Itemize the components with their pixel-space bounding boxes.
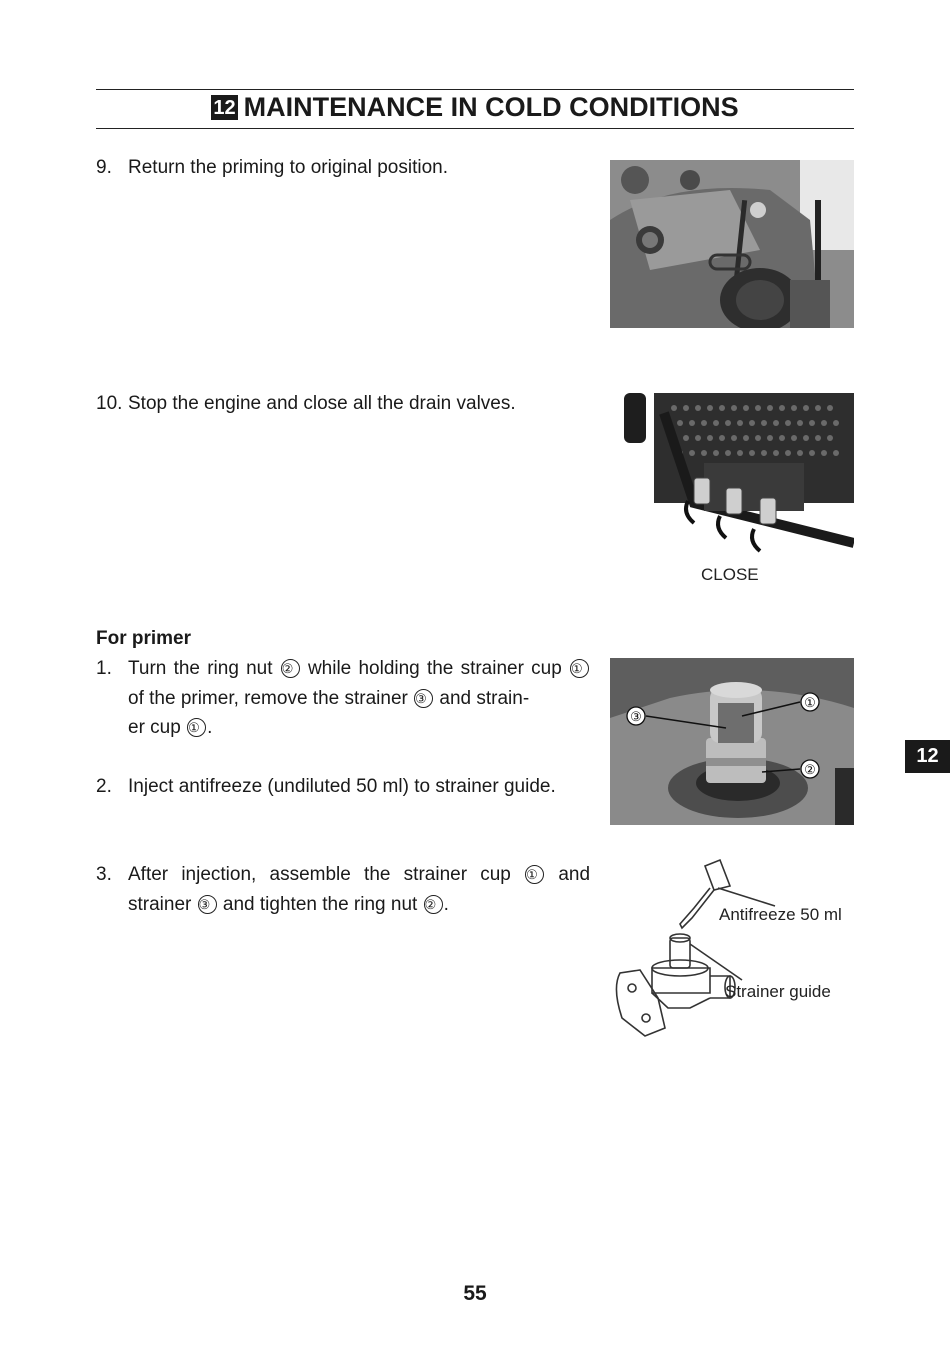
ring-nut-callout-2: ②: [424, 895, 443, 914]
primer-step-3-number: 3.: [96, 864, 112, 885]
strainer-callout-2: ③: [198, 895, 217, 914]
step-10-text: Stop the engine and close all the drain valves.: [128, 393, 516, 414]
primer-step-1-period: .: [207, 717, 213, 738]
strainer-cup-callout-2: ①: [187, 718, 206, 737]
strainer-cup-callout: ①: [570, 659, 589, 678]
photo-label-3: ③: [630, 709, 642, 724]
step-9-text: Return the priming to original position.: [128, 157, 449, 178]
chapter-side-tab: 12: [905, 740, 950, 773]
antifreeze-label: Antifreeze 50 ml: [719, 905, 842, 924]
close-caption: CLOSE: [701, 565, 759, 584]
primer-step-2-text: Inject antifreeze (undiluted 50 ml) to strainer guide.: [128, 776, 556, 797]
page-number: 55: [463, 1282, 487, 1305]
primer-step-3-part-a: After injection, assemble the strainer cup: [128, 864, 511, 885]
primer-step-3-text: [128, 860, 590, 919]
primer-heading: For primer: [96, 628, 192, 649]
step-9-number: 9.: [96, 157, 112, 178]
primer-step-1-part-a: Turn the ring nut: [128, 658, 273, 679]
step-10-number: 10.: [96, 393, 123, 414]
primer-step-2-number: 2.: [96, 776, 112, 797]
primer-step-1-part-c: of the primer, remove the strainer: [128, 687, 408, 709]
primer-step-1-part-b: while holding the strainer cup: [307, 658, 562, 679]
photo-label-2: ②: [804, 762, 816, 777]
chapter-chip: 12: [213, 97, 236, 119]
ring-nut-callout: ②: [281, 659, 300, 678]
primer-step-1-part-d: and strain-: [439, 687, 530, 709]
strainer-guide-label: Strainer guide: [725, 982, 831, 1001]
primer-step-3-part-b: and strainer: [128, 864, 591, 915]
title-text: MAINTENANCE IN COLD CONDITIONS: [243, 92, 739, 122]
title-underline: [96, 128, 854, 129]
primer-step-1-number: 1.: [96, 658, 112, 679]
page-title: [96, 92, 854, 126]
drain-valves-photo: [624, 393, 854, 561]
priming-lever-photo: [610, 160, 854, 328]
priming-lever-illustration: [610, 160, 854, 328]
drain-valves-illustration: [624, 393, 854, 561]
antifreeze-diagram-drawing: [610, 858, 850, 1043]
primer-strainer-illustration: [610, 658, 854, 825]
primer-step-1-text: [128, 654, 590, 743]
antifreeze-diagram: [610, 858, 850, 1043]
primer-step-3-part-c: and tighten the ring nut: [222, 893, 418, 915]
primer-step-3-period: .: [443, 893, 449, 915]
top-rule: [96, 89, 854, 90]
primer-step-1-part-e: er cup: [128, 717, 181, 738]
strainer-cup-callout-3: ①: [525, 865, 544, 884]
photo-label-1: ①: [804, 695, 816, 710]
primer-strainer-photo: [610, 658, 854, 825]
strainer-callout: ③: [414, 689, 433, 708]
